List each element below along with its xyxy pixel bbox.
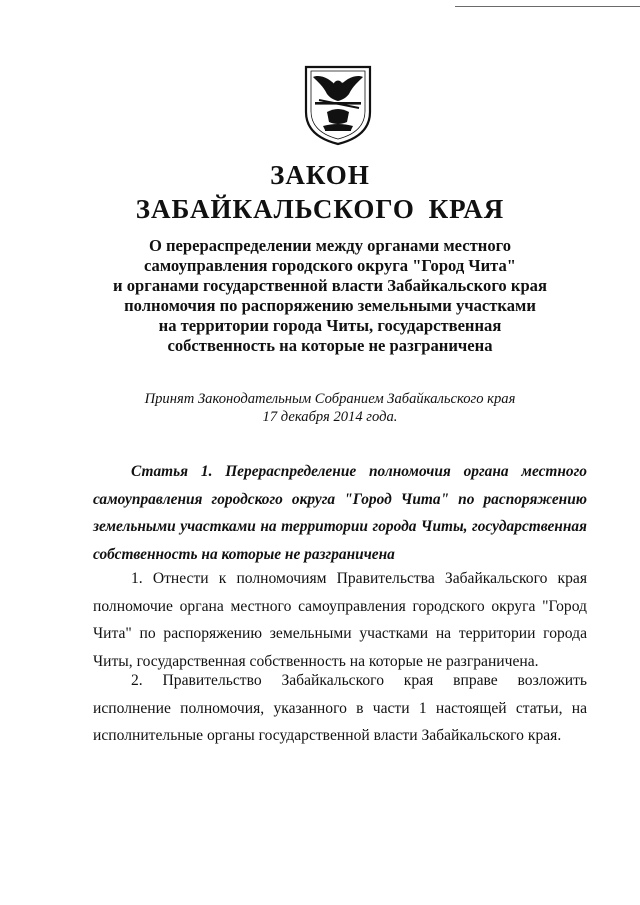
adoption-note-line: Принят Законодательным Собранием Забайкальского края [144, 391, 516, 407]
scan-edge-line [455, 6, 640, 7]
adoption-note [80, 390, 580, 426]
article-paragraph-2: 2. Правительство Забайкальского края вправе возложить исполнение полномочия, указанного в части 1 настоящей статьи, на исполнительные органы государственной власти Забайкальского края. [93, 672, 587, 744]
document-type-heading: ЗАКОН [270, 160, 370, 190]
law-title-line: и органами государственной власти Забайкальского края [113, 276, 547, 295]
article-heading: Статья 1. Перераспределение полномочия органа местного самоуправления городского округа "Город Чита" по распоряжению земельными участками на территории города Читы, государственная собственность на которые не разграничена [93, 463, 587, 563]
adoption-date: 17 декабря 2014 года. [262, 409, 398, 425]
law-title-line: самоуправления городского округа "Город Чита" [143, 256, 517, 275]
law-title-line: полномочия по распоряжению земельными участками [124, 296, 536, 315]
article-paragraph-1: 1. Отнести к полномочиям Правительства Забайкальского края полномочие органа местного самоуправления городского округа "Город Чита" по распоряжению земельными участками на территории города Читы, государственная собственность на которые не разграничена. [93, 570, 587, 670]
law-title-line: собственность на которые не разграничена [167, 336, 493, 355]
coat-of-arms-emblem [303, 64, 373, 146]
region-heading: ЗАБАЙКАЛЬСКОГО КРАЯ [135, 194, 505, 224]
law-title-line: О перераспределении между органами местного [148, 236, 512, 255]
law-title-line: на территории города Читы, государственная [158, 316, 502, 335]
law-title [80, 236, 580, 356]
